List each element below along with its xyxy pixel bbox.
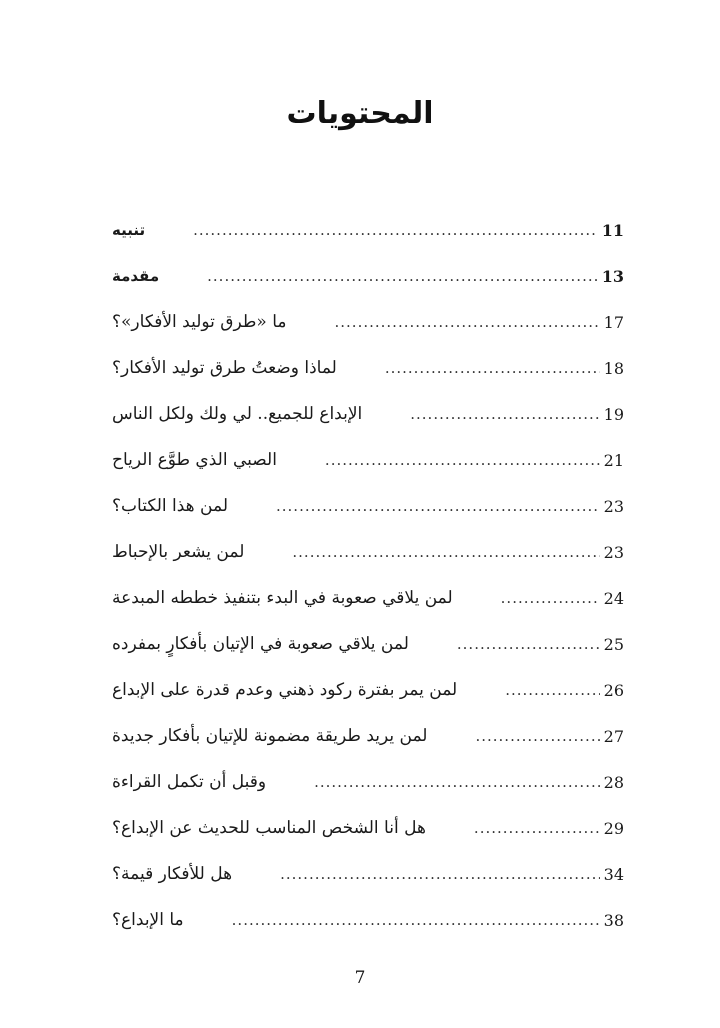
toc-entry [112,345,624,391]
toc-entry [112,621,624,667]
toc-entry-page: 17 [603,312,624,332]
dot-leader [276,496,600,516]
toc-entry-title: لمن يريد طريقة مضمونة للإتيان بأفكار جديدة [112,726,428,746]
toc-entry [112,759,624,805]
toc-entry-page: 23 [603,542,624,562]
toc-entry-page: 13 [601,266,624,286]
dot-leader [314,772,600,792]
toc-entry-page: 24 [603,588,624,608]
dot-leader [207,266,598,286]
toc-entry-title: هل للأفكار قيمة؟ [112,864,233,884]
dot-leader [385,358,600,378]
toc-entry [112,207,624,253]
dot-leader [474,818,600,838]
toc-entry-title: لمن هذا الكتاب؟ [112,496,228,516]
dot-leader [292,542,599,562]
toc-entry-page: 25 [603,634,624,654]
toc-entry-page: 27 [603,726,624,746]
page-title: المحتويات [286,96,434,131]
toc-entry-page: 11 [601,220,624,240]
toc-entry-page: 26 [603,680,624,700]
toc-entry-title: لمن يلاقي صعوبة في البدء بتنفيذ خططه المبدعة [112,588,453,608]
toc-entry [112,253,624,299]
dot-leader [325,450,600,470]
toc-entry-title: هل أنا الشخص المناسب للحديث عن الإبداع؟ [112,818,426,838]
dot-leader [335,312,600,332]
dot-leader [501,588,600,608]
toc-entry-title: مقدمة [112,267,160,285]
toc-entry-page: 23 [603,496,624,516]
toc-entry [112,805,624,851]
toc-entry-title: لماذا وضعتُ طرق توليد الأفكار؟ [112,358,337,378]
toc-entry [112,483,624,529]
dot-leader [193,220,598,240]
toc-entry-page: 19 [603,404,624,424]
toc-entry [112,437,624,483]
toc-entry-title: ما الإبداع؟ [112,910,184,930]
table-of-contents [112,207,624,943]
dot-leader [475,726,599,746]
toc-entry-page: 38 [603,910,624,930]
toc-entry [112,897,624,943]
toc-entry [112,299,624,345]
dot-leader [457,634,600,654]
dot-leader [280,864,600,884]
dot-leader [232,910,600,930]
toc-entry [112,667,624,713]
toc-entry [112,851,624,897]
toc-entry [112,529,624,575]
toc-entry [112,391,624,437]
toc-entry-page: 28 [603,772,624,792]
toc-entry-page: 21 [603,450,624,470]
toc-entry-title: لمن يشعر بالإحباط [112,542,245,562]
toc-entry [112,713,624,759]
toc-entry-title: الإبداع للجميع.. لي ولك ولكل الناس [112,404,363,424]
toc-entry-title: ما «طرق توليد الأفكار»؟ [112,312,287,332]
toc-entry-title: لمن يمر بفترة ركود ذهني وعدم قدرة على الإبداع [112,680,458,700]
toc-entry-title: لمن يلاقي صعوبة في الإتيان بأفكارٍ بمفرده [112,634,409,654]
dot-leader [410,404,599,424]
dot-leader [505,680,599,700]
toc-entry-page: 34 [603,864,624,884]
toc-entry [112,575,624,621]
toc-entry-page: 18 [603,358,624,378]
toc-entry-title: تنبيه [112,221,146,239]
page-number: 7 [354,968,366,988]
toc-entry-page: 29 [603,818,624,838]
toc-entry-title: وقبل أن تكمل القراءة [112,772,267,792]
toc-entry-title: الصبي الذي طوَّع الرياح [112,450,277,470]
